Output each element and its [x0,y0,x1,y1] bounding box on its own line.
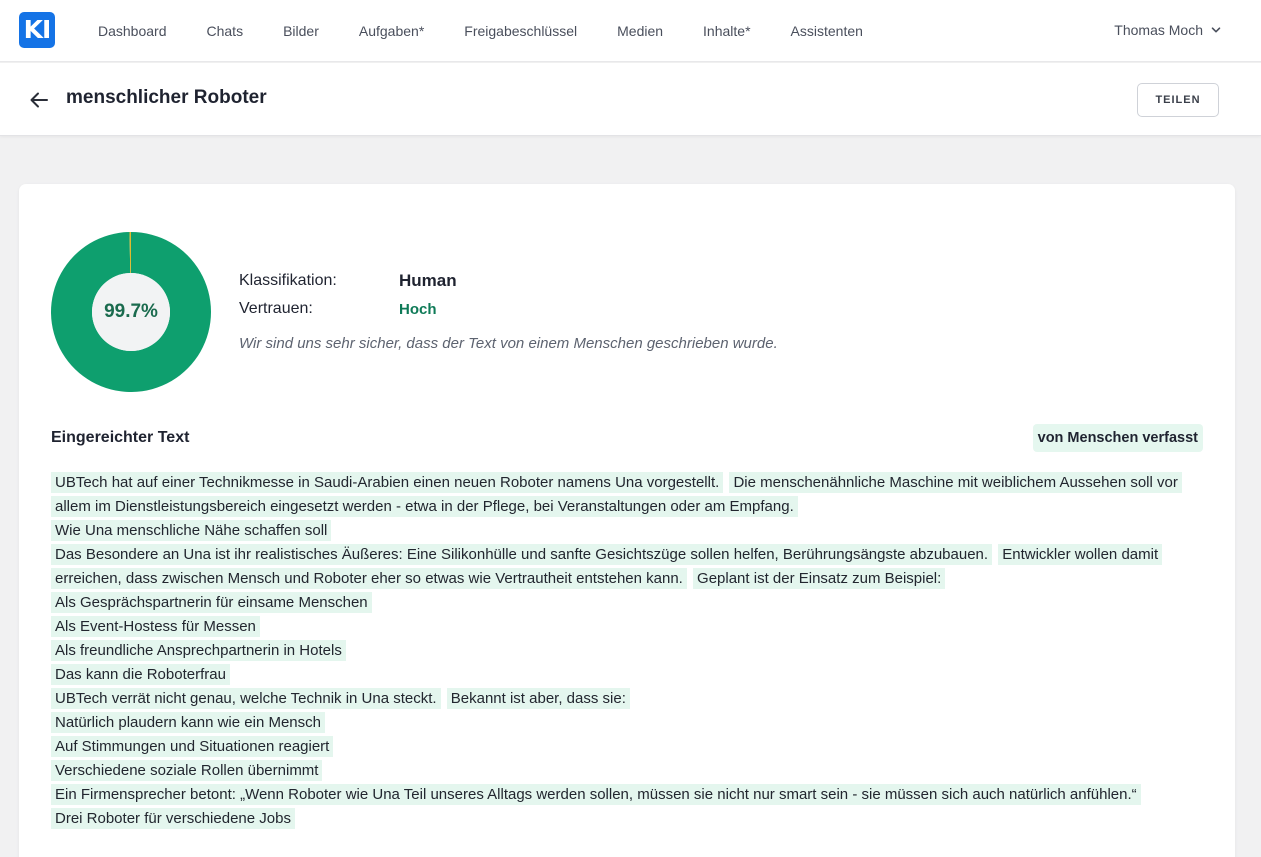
text-paragraph [51,543,1205,591]
highlighted-sentence: Geplant ist der Einsatz zum Beispiel: [693,568,945,589]
submitted-text-body [51,471,1205,831]
nav-item-aufgaben[interactable]: Aufgaben* [358,23,425,39]
highlighted-sentence: Als freundliche Ansprechpartnerin in Hotels [51,640,346,661]
highlighted-sentence: Das Besondere an Una ist ihr realistisches Äußeres: Eine Silikonhülle und sanfte Gesichtszüge sollen helfen, Berührungsängste abzubauen. [51,544,992,565]
page-header [0,63,1261,136]
text-paragraph [51,759,1205,783]
page-title: menschlicher Roboter [66,87,267,108]
app-logo[interactable]: KI [19,12,55,48]
nav-item-bilder[interactable]: Bilder [283,23,319,39]
highlighted-sentence: UBTech verrät nicht genau, welche Technik in Una steckt. [51,688,441,709]
highlighted-sentence: Das kann die Roboterfrau [51,664,230,685]
text-paragraph [51,783,1205,807]
text-paragraph [51,663,1205,687]
user-name: Thomas Moch [1114,22,1203,38]
highlighted-sentence: UBTech hat auf einer Technikmesse in Saudi-Arabien einen neuen Roboter namens Una vorgestellt. [51,472,723,493]
text-paragraph [51,615,1205,639]
text-paragraph [51,711,1205,735]
text-paragraph [51,591,1205,615]
top-navigation [0,0,1261,62]
nav-menu [78,0,883,62]
nav-item-freigabeschluessel[interactable]: Freigabeschlüssel [464,23,578,39]
highlighted-sentence: Auf Stimmungen und Situationen reagiert [51,736,333,757]
human-written-badge: von Menschen verfasst [1033,424,1203,452]
submitted-text-heading: Eingereichter Text [51,429,190,446]
text-paragraph [51,519,1205,543]
nav-item-dashboard[interactable]: Dashboard [98,23,167,39]
nav-item-chats[interactable]: Chats [206,23,244,39]
text-paragraph [51,735,1205,759]
confidence-label: Vertrauen: [239,300,313,317]
highlighted-sentence: Bekannt ist aber, dass sie: [447,688,630,709]
classification-value: Human [399,271,457,290]
text-paragraph [51,471,1205,519]
result-card [19,184,1235,857]
highlighted-sentence: Als Event-Hostess für Messen [51,616,260,637]
nav-item-assistenten[interactable]: Assistenten [790,23,863,39]
text-paragraph [51,687,1205,711]
donut-percent: 99.7% [104,301,158,322]
highlighted-sentence: Natürlich plaudern kann wie ein Mensch [51,712,325,733]
text-paragraph [51,639,1205,663]
share-button[interactable]: TEILEN [1137,83,1219,117]
classification-label: Klassifikation: [239,272,337,289]
nav-item-inhalte[interactable]: Inhalte* [703,23,751,39]
nav-item-medien[interactable]: Medien [617,23,664,39]
user-menu[interactable] [1114,0,1221,60]
highlighted-sentence: Wie Una menschliche Nähe schaffen soll [51,520,331,541]
highlighted-sentence: Als Gesprächspartnerin für einsame Menschen [51,592,372,613]
arrow-left-icon[interactable] [28,89,50,111]
confidence-value: Hoch [399,301,437,318]
highlighted-sentence: Verschiedene soziale Rollen übernimmt [51,760,322,781]
chevron-down-icon [1211,25,1221,35]
highlighted-sentence: Die menschenähnliche Maschine mit weiblichem Aussehen soll vor allem im Dienstleistungsbereich eingesetzt werden - etwa in der Pflege, bei Veranstaltungen oder am Empfang. [51,472,1182,517]
highlighted-sentence: Drei Roboter für verschiedene Jobs [51,808,295,829]
text-paragraph [51,807,1205,831]
highlighted-sentence: Ein Firmensprecher betont: „Wenn Roboter wie Una Teil unseres Alltags werden sollen, müssen sie nicht nur smart sein - sie müssen sich auch natürlich anfühlen.“ [51,784,1141,805]
highlighted-sentence: Entwickler wollen damit erreichen, dass zwischen Mensch und Roboter eher so etwas wie Vertrautheit entstehen kann. [51,544,1162,589]
classification-description: Wir sind uns sehr sicher, dass der Text von einem Menschen geschrieben wurde. [239,335,778,352]
